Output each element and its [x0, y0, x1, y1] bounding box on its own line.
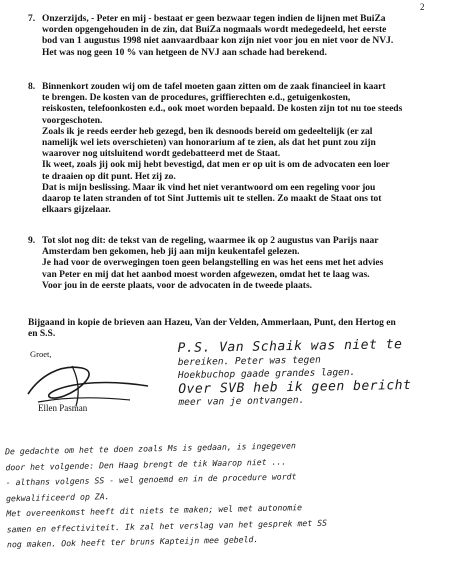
- text-line: worden opgengehouden in de zin, dat BuiZa nogmaals wordt medegedeeld, het eerste: [42, 25, 387, 36]
- postscript-handwritten: [177, 338, 411, 410]
- text-line: waarover nog uitsluitend wordt gedebatteerd met de Staat.: [42, 149, 281, 160]
- text-line: elkaars gijzelaar.: [42, 205, 111, 216]
- page-number: 2: [420, 2, 425, 12]
- text-line: bod van 1 augustus 1998 niet aanvaardbaar kon zijn niet voor jou en niet voor de NVJ.: [42, 36, 394, 47]
- text-line: Dat is mijn beslissing. Maar ik vind het niet verantwoord om een regeling voor jou: [42, 182, 376, 193]
- text-line: Je had voor de overwegingen toen geen belangstelling en was het eens met het advies: [42, 258, 384, 269]
- text-line: te brengen. De kosten van de procedures, griffierechten e.d., getuigenkosten,: [42, 93, 351, 104]
- paragraph-number: 9.: [28, 236, 36, 246]
- handwritten-line: meer van je ontvangen.: [178, 394, 305, 409]
- paragraph-number: 7.: [28, 14, 36, 24]
- handwritten-line: samen en effectiviteit. Ik zal het verslag van het gesprek met SS: [6, 517, 328, 534]
- paragraph-number: 8.: [28, 82, 36, 92]
- text-line: voorgeschoten.: [42, 115, 103, 126]
- text-line: en S.S.: [28, 329, 56, 340]
- text-line: Amsterdam ben gekomen, heb jij aan mijn keukentafel gelezen.: [42, 247, 300, 258]
- handwritten-line: Hoekbuchop gaade grandes lagen.: [177, 366, 356, 382]
- sender-name: Ellen Pasman: [38, 403, 88, 413]
- handwritten-note: [5, 438, 328, 553]
- handwritten-line: gekwalificeerd op ZA.: [5, 490, 110, 503]
- text-line: daarop te laten stranden of tot Sint Juttemis uit te stellen. Zo maakt de Staat ons tot: [42, 194, 382, 205]
- text-line: Bijgaand in kopie de brieven aan Hazeu, Van der Velden, Ammerlaan, Punt, den Hertog en: [28, 318, 396, 328]
- text-line: Ik weet, zoals jij ook mij hebt bevestigd, dat men er op uit is om de advocaten een loer: [42, 160, 390, 171]
- handwritten-line: door het volgende: Den Haag brengt de tik Waarop niet ...: [5, 455, 287, 472]
- paragraph-8: [28, 82, 428, 216]
- handwritten-line: De gedachte om het te doen zoals Ms is gedaan, is ingegeven: [4, 440, 296, 457]
- text-line: van Peter en mij dat het aanbod moest worden afgewezen, omdat het te laag was.: [42, 269, 370, 280]
- closing-greeting: Groet,: [30, 349, 52, 359]
- text-line: Het was nog geen 10 % van hetgeen de NVJ aan schade had berekend.: [42, 47, 327, 58]
- text-line: namelijk wel iets overschieten) van honorarium af te zien, als dat het punt zou zijn: [42, 138, 376, 149]
- handwritten-line: Met overeenkomst heeft dit niets te maken; wel met autonomie: [6, 502, 303, 519]
- text-line: Binnenkort zouden wij om de tafel moeten gaan zitten om de zaak financieel in kaart: [42, 82, 386, 92]
- paragraph-9: [28, 236, 428, 292]
- text-line: te draaien op dit punt. Het zij zo.: [42, 171, 176, 182]
- text-line: Zoals ik je reeds eerder heb gezegd, ben ik desnoods bereid om gedeeltelijk (er zal: [42, 126, 373, 137]
- text-line: Onzerzijds, - Peter en mij - bestaat er geen bezwaar tegen indien de lijnen met BuiZa: [42, 14, 386, 24]
- handwritten-line: nog maken. Ook heeft ter bruns Kapteijn mee gebeld.: [6, 534, 259, 550]
- handwritten-line: Over SVB heb ik geen bericht: [178, 377, 412, 397]
- text-line: reiskosten, telefoonkosten e.d., ook moet worden bepaald. De kosten zijn tot nu toe steeds: [42, 104, 403, 115]
- handwritten-line: - althans volgens SS - wel genoemd en in de procedure wordt: [5, 471, 297, 488]
- text-line: Tot slot nog dit: de tekst van de regeling, waarmee ik op 2 augustus van Parijs naar: [42, 236, 379, 246]
- handwritten-line: bereiken. Peter was tegen: [177, 354, 321, 368]
- text-line: Voor jou in de eerste plaats, voor de advocaten in de tweede plaats.: [42, 280, 313, 291]
- paragraph-7: [28, 14, 428, 59]
- handwritten-line: P.S. Van Schaik was niet te: [177, 337, 403, 357]
